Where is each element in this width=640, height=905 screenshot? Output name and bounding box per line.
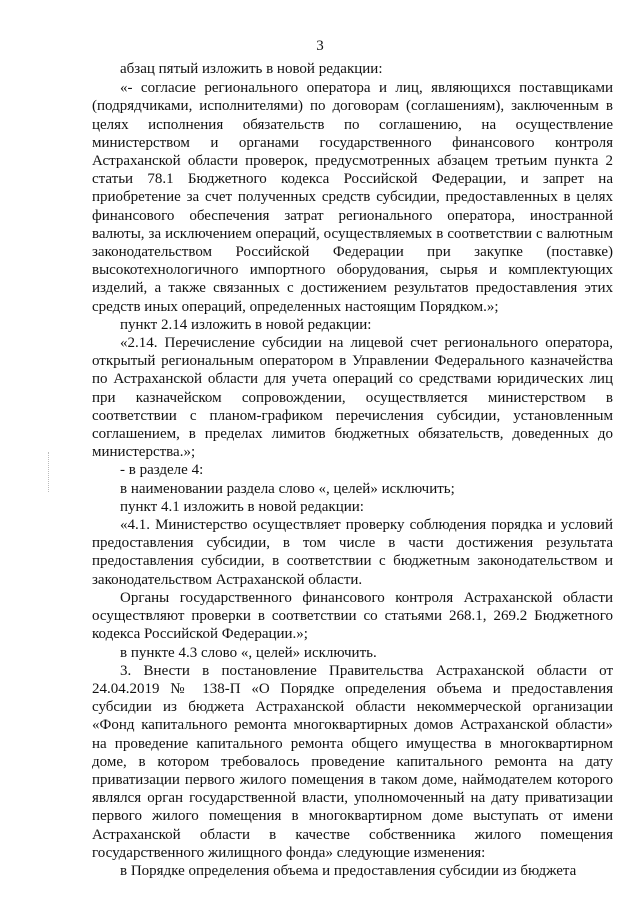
paragraph: абзац пятый изложить в новой редакции: bbox=[120, 61, 383, 77]
paragraph: в наименовании раздела слово «, целей» исключить; bbox=[120, 480, 455, 497]
paragraph: в пункте 4.3 слово «, целей» исключить. bbox=[120, 644, 377, 661]
margin-mark bbox=[48, 452, 52, 492]
paragraph: Органы государственного финансового контроля Астраханской области осуществляют проверки в соответствии со статьями 268.1, 269.2 Бюджетного кодекса Российской Федерации.»; bbox=[92, 589, 613, 643]
paragraph: в Порядке определения объема и предоставления субсидии из бюджета bbox=[120, 862, 577, 879]
paragraph: 3. Внести в постановление Правительства Астраханской области от 24.04.2019 № 138-П «О Порядке определения объема и предоставления субсидии из бюджета Астраханской области некоммерческой организации «Фонд капитального ремонта многоквартирных домов Астраханской области» на проведение капитального ремонта общего имущества в многоквартирном доме, в котором требовалось проведение капитального ремонта на дату приватизации первого жилого помещения в таком доме, наймодателем которого являлся орган государственной власти, уполномоченный на дату приватизации первого жилого помещения в многоквартирном доме выступать от имени Астраханской области в качестве собственника жилого помещения государственного жилищного фонда» следующие изменения: bbox=[92, 662, 613, 861]
paragraph: пункт 4.1 изложить в новой редакции: bbox=[120, 498, 364, 515]
paragraph: «4.1. Министерство осуществляет проверку соблюдения порядка и условий предоставления субсидии, в том числе в части достижения результата предоставления субсидии, в соответствии с бюджетным законодательством и законодательством Астраханской области. bbox=[92, 517, 613, 588]
paragraph: «- согласие регионального оператора и лиц, являющихся поставщиками (подрядчиками, исполнителями) по договорам (соглашениям), заключенным в целях исполнения обязательств по соглашению, на осуществление министерством и органами государственного финансового контроля Астраханской области проверок, предусмотренных абзацем третьим пункта 2 статьи 78.1 Бюджетного кодекса Российской Федерации, и запрет на приобретение за счет полученных средств субсидии, предоставленных в целях финансового обеспечения затрат регионального оператора, иностранной валюты, за исключением операций, осуществляемых в соответствии с валютным законодательством Российской Федерации при закупке (поставке) высокотехнологичного импортного оборудования, сырья и комплектующих изделий, а также связанных с достижением результатов предоставления этих средств иных операций, определенных настоящим Порядком.»; bbox=[92, 80, 613, 315]
page-number: 3 bbox=[316, 38, 324, 54]
paragraph: - в разделе 4: bbox=[120, 462, 204, 479]
paragraph: пункт 2.14 изложить в новой редакции: bbox=[120, 316, 372, 333]
paragraph: «2.14. Перечисление субсидии на лицевой счет регионального оператора, открытый региональным оператором в Управлении Федерального казначейства по Астраханской области для учета операций со средствами юридических лиц при казначейском сопровождении, осуществляется министерством в соответствии с планом-графиком перечисления субсидии, установленным соглашением, в пределах лимитов бюджетных обязательств, доведенных до министерства.»; bbox=[92, 335, 613, 461]
document-body bbox=[92, 60, 613, 880]
